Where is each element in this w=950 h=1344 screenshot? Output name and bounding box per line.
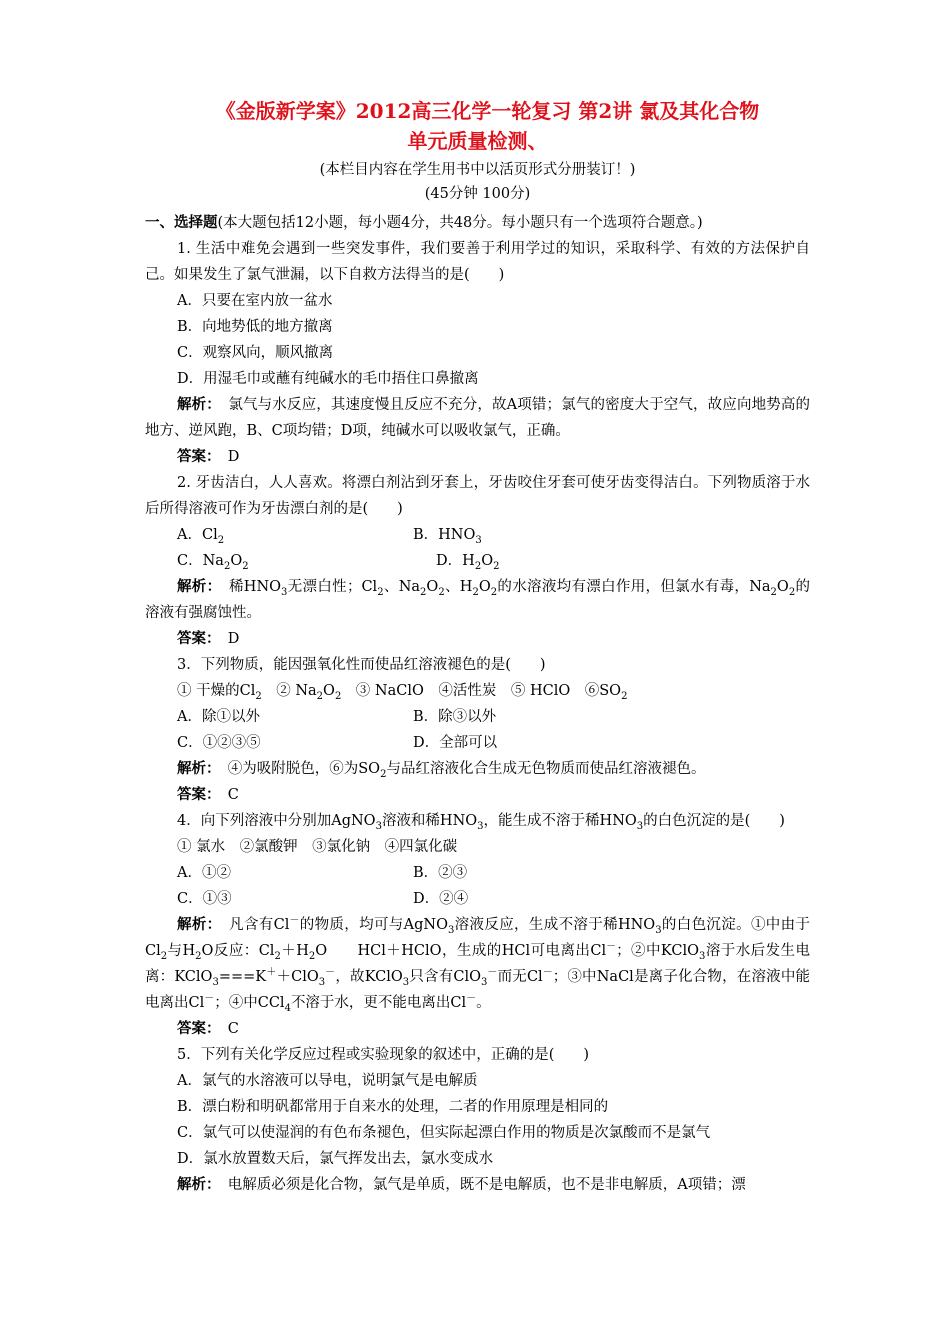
question-3-option-c: C．①②③⑤: [177, 735, 261, 751]
question-5-option-b: B．漂白粉和明矾都常用于自来水的处理，二者的作用原理是相同的: [177, 1099, 609, 1115]
question-4-option-b: B．②③: [413, 865, 468, 881]
question-4-answer: 答案： C: [177, 1020, 239, 1037]
document-subtitle: 单元质量检测、: [407, 129, 548, 153]
question-1-option-a: A．只要在室内放一盆水: [177, 293, 333, 309]
question-4-options-row-2: [145, 886, 810, 912]
question-2-answer: 答案： D: [177, 630, 240, 647]
question-5-analysis: 解析： 电解质必须是化合物，氯气是单质，既不是电解质，也不是非电解质，A项错；漂: [177, 1176, 746, 1193]
question-1-option-d: D．用湿毛巾或蘸有纯碱水的毛巾捂住口鼻撤离: [177, 371, 479, 387]
question-2-options-row-1: [145, 522, 810, 548]
document-title: 《金版新学案》2012高三化学一轮复习 第2讲 氯及其化合物: [215, 99, 760, 123]
time-score-info: (45分钟 100分): [424, 186, 531, 202]
question-5-stem: 5．下列有关化学反应过程或实验现象的叙述中，正确的是( ): [177, 1047, 590, 1063]
question-5-option-a: A．氯气的水溶液可以导电，说明氯气是电解质: [177, 1073, 478, 1089]
question-2-analysis: 解析： 稀$HNO_3$无漂白性；$Cl_2$、$Na_2O_2$、$H_2O_2$的水溶液均有漂白作用，但氯水有毒，$Na_2O_2$的溶液有强腐蚀性。: [145, 578, 810, 621]
question-3-options-row-1: [145, 704, 810, 730]
question-1-analysis: 解析： 氯气与水反应，其速度慢且反应不充分，故A项错；氯气的密度大于空气，故应向地势高的地方、逆风跑，B、C项均错；D项，纯碱水可以吸收氯气，正确。: [145, 396, 811, 439]
question-2-options-row-2: [145, 548, 810, 574]
section-title: 一、选择题: [145, 214, 218, 231]
question-4-option-a: A．①②: [177, 865, 231, 881]
question-1-answer: 答案： D: [177, 448, 240, 465]
section-header: [145, 210, 810, 236]
question-3-option-b: B．除③以外: [413, 709, 497, 725]
question-2-option-d: D．$H_2O_2$: [436, 553, 500, 572]
question-1-option-c: C．观察风向，顺风撤离: [177, 345, 334, 361]
section-description: (本大题包括12小题，每小题4分，共48分。每小题只有一个选项符合题意。): [217, 215, 703, 231]
question-1-option-b: B．向地势低的地方撤离: [177, 319, 333, 335]
question-2-option-b: B．$HNO_3$: [413, 527, 482, 546]
question-4-option-c: C．①③: [177, 891, 232, 907]
document-page: [145, 96, 810, 1198]
question-3-stem: 3．下列物质，能因强氧化性而使品红溶液褪色的是( ): [177, 657, 546, 673]
question-4-analysis: 解析： 凡含有Cl－的物质，均可与AgNO$_3$溶液反应，生成不溶于稀$HNO_3$的白色沉淀。①中由于$Cl_2$与$H_2O$反应：$Cl_2+H_2O$ HCl＋HClO，生成的HCl可电离出Cl－；②中KClO$_3$溶于水后发生电离：KClO$_3$===K＋＋ClO$_3$－，故KClO$_3$只含有ClO$_3$－而无Cl－；③中NaCl是离子化合物，在溶液中能电离出Cl－；④中CCl$_4$不溶于水，更不能电离出Cl－。: [145, 915, 811, 1014]
question-2-stem: 2. 牙齿洁白，人人喜欢。将漂白剂沾到牙套上，牙齿咬住牙套可使牙齿变得洁白。下列物质溶于水后所得溶液可作为牙齿漂白剂的是( ): [145, 475, 810, 517]
question-4-items: ① 氯水 ②氯酸钾 ③氯化钠 ④四氯化碳: [177, 839, 458, 855]
question-3-analysis: 解析： ④为吸附脱色，⑥为$SO_2$与品红溶液化合生成无色物质而使品红溶液褪色。: [177, 760, 706, 780]
question-3-option-d: D．全部可以: [413, 735, 498, 751]
question-4-option-d: D．②④: [413, 891, 469, 907]
question-3-answer: 答案： C: [177, 786, 239, 803]
question-5-option-d: D．氯水放置数天后，氯气挥发出去，氯水变成水: [177, 1151, 494, 1167]
binding-note: (本栏目内容在学生用书中以活页形式分册装订！): [319, 162, 636, 178]
question-4-options-row-1: [145, 860, 810, 886]
question-5-option-c: C．氯气可以使湿润的有色布条褪色，但实际起漂白作用的物质是次氯酸而不是氯气: [177, 1125, 711, 1141]
question-4-stem: 4．向下列溶液中分别加AgNO$_3$溶液和稀$HNO_3$，能生成不溶于稀$HNO_3$的白色沉淀的是( ): [177, 813, 785, 832]
question-2-option-a: A．$Cl_2$: [177, 527, 225, 546]
question-3-option-a: A．除①以外: [177, 709, 260, 725]
question-3-items: ① 干燥的$Cl_2$ ② $Na_2O_2$ ③ NaClO ④活性炭 ⑤ HClO $⑥SO_2$: [177, 683, 628, 702]
question-2-option-c: C．$Na_2O_2$: [177, 553, 249, 572]
question-3-options-row-2: [145, 730, 810, 756]
question-1-stem: 1. 生活中难免会遇到一些突发事件，我们要善于利用学过的知识，采取科学、有效的方法保护自己。如果发生了氯气泄漏，以下自救方法得当的是( ): [145, 241, 810, 283]
